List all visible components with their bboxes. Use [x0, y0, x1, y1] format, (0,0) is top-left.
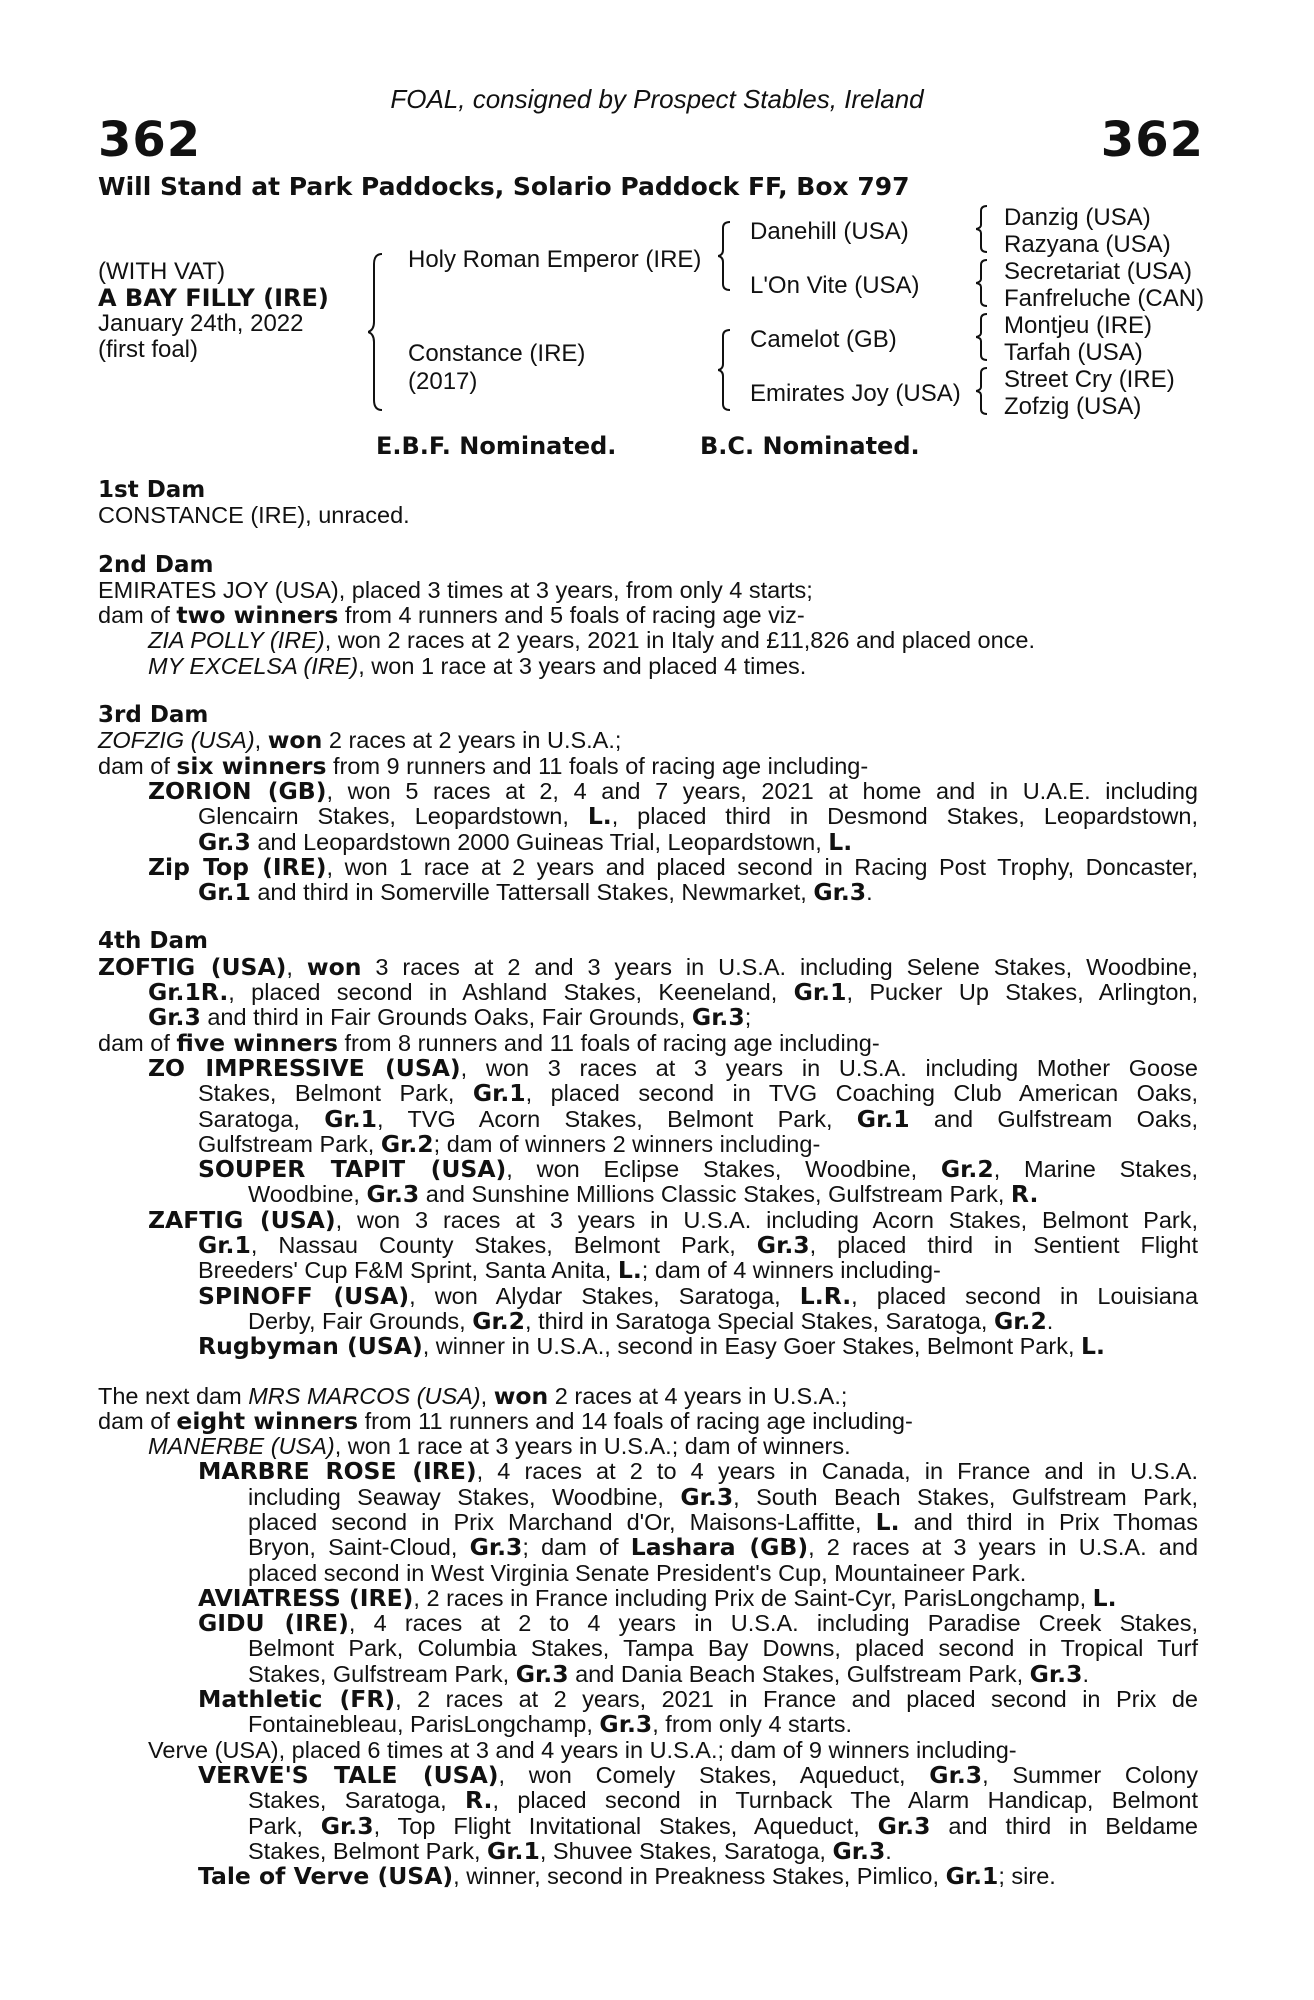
line-text: placed second in Prix Marchand d'Or, Maisons-Laffitte,	[248, 1508, 876, 1535]
lot-number-right: 362	[1100, 112, 1204, 168]
line-text: CONSTANCE (IRE), unraced.	[98, 502, 410, 529]
line-text: Woodbine,	[248, 1181, 367, 1208]
bold-text: SPINOFF (USA)	[198, 1281, 410, 1310]
line-text: and Sunshine Millions Classic Stakes, Gulfstream Park,	[419, 1181, 1011, 1208]
line-text: .	[1046, 1307, 1054, 1334]
italic-text: MANERBE (USA)	[148, 1433, 335, 1460]
family-line	[98, 1157, 1198, 1182]
bold-text: L.	[617, 1256, 642, 1285]
line-text: , Summer Colony	[982, 1761, 1199, 1788]
line-text: Gulfstream Park,	[198, 1130, 381, 1157]
line-text: and Leopardstown 2000 Guineas Trial, Leopardstown,	[250, 828, 829, 855]
line-text: , won 3 races at 3 years in U.S.A. including Acorn Stakes, Belmont Park,	[335, 1206, 1199, 1233]
line-text: ; dam of winners 2 winners including-	[433, 1130, 821, 1157]
bold-text: Gr.3	[198, 827, 251, 856]
bold-text: six winners	[176, 751, 327, 780]
bold-text: Gr.3	[756, 1231, 810, 1260]
line-text: and Dania Beach Stakes, Gulfstream Park,	[568, 1660, 1030, 1687]
dam-section-heading: 4th Dam	[98, 928, 208, 955]
family-line	[98, 1334, 1198, 1359]
line-text: placed second in West Virginia Senate President's Cup, Mountaineer Park.	[248, 1559, 1027, 1586]
family-line	[98, 1081, 1198, 1106]
consignor-line: FOAL, consigned by Prospect Stables, Ireland	[390, 84, 924, 114]
family-line	[98, 1381, 1198, 1410]
bold-text: Gr.3	[813, 878, 867, 907]
bold-text: Gr.2	[940, 1155, 994, 1184]
bold-text: Gr.3	[366, 1180, 420, 1209]
bold-text: R.	[1010, 1180, 1039, 1209]
dam-section	[98, 929, 1198, 1359]
line-text: , won 2 races at 2 years, 2021 in Italy and £11,826 and placed once.	[324, 627, 1036, 654]
bold-text: Gr.3	[320, 1811, 374, 1840]
line-text: , 2 races at 2 years, 2021 in France and placed second in Prix de	[395, 1686, 1198, 1713]
bold-text: Gr.3	[691, 1003, 745, 1032]
pedigree-brace-g4	[976, 366, 990, 416]
family-line	[98, 1434, 1198, 1459]
bold-text: won	[493, 1381, 549, 1410]
family-line	[98, 804, 1198, 829]
family-line	[98, 1028, 1198, 1057]
line-text: Park,	[248, 1812, 321, 1839]
family-line	[98, 1811, 1198, 1840]
family-line	[98, 1406, 1198, 1435]
line-text: Saratoga,	[198, 1105, 325, 1132]
line-text: and third in Beldame	[930, 1812, 1198, 1839]
line-text: from 4 runners and 5 foals of racing age viz-	[338, 602, 805, 629]
line-text: , Marine Stakes,	[993, 1156, 1198, 1183]
pedigree-g3-1: Danzig (USA)	[1004, 204, 1151, 231]
bc-nomination: B.C. Nominated.	[700, 432, 920, 460]
family-line	[98, 503, 1198, 528]
family-line	[98, 1561, 1198, 1586]
line-text: .	[1082, 1660, 1089, 1687]
line-text: Stakes, Gulfstream Park,	[248, 1660, 516, 1687]
pedigree-brace-sire	[718, 220, 734, 292]
bold-text: L.	[828, 827, 853, 856]
bold-text: won	[306, 952, 362, 981]
family-details	[98, 478, 1198, 1889]
family-line	[98, 728, 1198, 753]
family-line	[98, 628, 1198, 653]
family-line	[98, 1281, 1199, 1310]
bold-text: Gr.3	[680, 1482, 734, 1511]
bold-text: Tale of Verve (USA)	[198, 1862, 454, 1891]
line-text: dam of	[98, 602, 177, 629]
line-text: , won Comely Stakes, Aqueduct,	[498, 1761, 930, 1788]
family-line	[98, 603, 1198, 628]
line-text: , won Eclipse Stakes, Woodbine,	[506, 1156, 941, 1183]
dam-section-heading: 2nd Dam	[98, 551, 214, 578]
bold-text: Gr.1	[198, 1231, 251, 1260]
bold-text: Gr.1	[793, 978, 847, 1007]
line-text: Fontainebleau, ParisLongchamp,	[248, 1711, 600, 1738]
foal-note: (first foal)	[98, 336, 199, 363]
bold-text: VERVE'S TALE (USA)	[198, 1760, 499, 1789]
horse-name: A BAY FILLY (IRE)	[98, 284, 329, 312]
line-text: , placed second in Ashland Stakes, Keeneland,	[228, 979, 794, 1006]
line-text: dam of	[98, 752, 177, 779]
line-text: Stakes, Belmont Park,	[248, 1837, 488, 1864]
line-text: , Shuvee Stakes, Saratoga,	[539, 1837, 833, 1864]
italic-text: ZIA POLLY (IRE)	[148, 627, 325, 654]
line-text: 2 races at 4 years in U.S.A.;	[548, 1382, 848, 1409]
line-text: and third in Prix Thomas	[899, 1508, 1199, 1535]
italic-text: MY EXCELSA (IRE)	[148, 652, 359, 679]
family-line	[98, 1053, 1198, 1082]
family-line	[98, 1712, 1198, 1737]
line-text: Verve (USA), placed 6 times at 3 and 4 years in U.S.A.; dam of 9 winners including-	[148, 1736, 1017, 1763]
line-text: and Gulfstream Oaks,	[909, 1105, 1199, 1132]
line-text: , Nassau County Stakes, Belmont Park,	[250, 1232, 757, 1259]
bold-text: Gr.1	[487, 1836, 540, 1865]
bold-text: Gr.1	[856, 1104, 910, 1133]
italic-text: ZOFZIG (USA)	[98, 727, 255, 754]
bold-text: Mathletic (FR)	[198, 1685, 396, 1714]
pedigree-sire: Holy Roman Emperor (IRE)	[408, 246, 702, 273]
line-text: , Top Flight Invitational Stakes, Aqueduct,	[373, 1812, 878, 1839]
bold-text: Gr.1	[472, 1079, 526, 1108]
family-line	[98, 1233, 1198, 1258]
family-line	[98, 1659, 1198, 1688]
line-text: ;	[744, 1004, 752, 1031]
line-text: , placed second in TVG Coaching Club American Oaks,	[525, 1080, 1198, 1107]
line-text: and third in Somerville Tattersall Stakes, Newmarket,	[250, 879, 814, 906]
family-line	[98, 751, 1198, 780]
bold-text: Gr.3	[599, 1710, 653, 1739]
bold-text: Gr.1	[198, 878, 251, 907]
line-text: ; dam of 4 winners including-	[641, 1257, 941, 1284]
bold-text: L.R.	[799, 1281, 852, 1310]
dam-section	[98, 478, 1198, 529]
family-line	[98, 952, 1198, 981]
bold-text: Zip Top (IRE)	[148, 852, 327, 881]
line-text: , placed third in Sentient Flight	[809, 1232, 1198, 1259]
line-text: , TVG Acorn Stakes, Belmont Park,	[377, 1105, 857, 1132]
pedigree-brace-g3	[976, 312, 990, 362]
pedigree-dam-year: (2017)	[408, 368, 478, 395]
bold-text: GIDU (IRE)	[198, 1609, 349, 1638]
pedigree-dam-sire: Camelot (GB)	[750, 326, 897, 353]
line-text: Derby, Fair Grounds,	[248, 1307, 473, 1334]
family-line	[98, 1258, 1198, 1283]
bold-text: L.	[587, 802, 612, 831]
pedigree-g3-6: Tarfah (USA)	[1004, 339, 1143, 366]
family-line	[98, 1104, 1199, 1133]
family-line	[98, 1864, 1198, 1889]
line-text: , 2 races at 3 years in U.S.A. and	[808, 1534, 1199, 1561]
family-line	[98, 1482, 1199, 1511]
pedigree-dam: Constance (IRE)	[408, 340, 586, 367]
line-text: .	[866, 879, 873, 906]
bold-text: Gr.3	[832, 1836, 886, 1865]
line-text: , won Alydar Stakes, Saratoga,	[409, 1282, 800, 1309]
line-text: , won 1 race at 3 years and placed 4 times.	[358, 652, 807, 679]
line-text: 2 races at 2 years in U.S.A.;	[322, 727, 622, 754]
bold-text: ZO IMPRESSIVE (USA)	[148, 1053, 461, 1082]
family-line	[98, 1583, 1198, 1612]
italic-text: MRS MARCOS (USA)	[248, 1382, 481, 1409]
family-line	[98, 1738, 1198, 1763]
family-line	[98, 1611, 1198, 1636]
line-text: Belmont Park, Columbia Stakes, Tampa Bay Downs, placed second in Tropical Turf	[248, 1635, 1198, 1662]
line-text: Breeders' Cup F&M Sprint, Santa Anita,	[198, 1257, 618, 1284]
line-text: , won 1 race at 3 years in U.S.A.; dam of winners.	[334, 1433, 851, 1460]
line-text: 3 races at 2 and 3 years in U.S.A. including Selene Stakes, Woodbine,	[361, 953, 1198, 980]
line-text: , won 3 races at 3 years in U.S.A. including Mother Goose	[460, 1054, 1198, 1081]
pedigree-g3-3: Secretariat (USA)	[1004, 258, 1193, 285]
bold-text: Gr.3	[515, 1659, 569, 1688]
bold-text: Gr.2	[380, 1129, 434, 1158]
line-text: from 8 runners and 11 foals of racing age including-	[337, 1029, 880, 1056]
family-line	[98, 1788, 1198, 1813]
bold-text: Gr.2	[472, 1306, 526, 1335]
line-text: ,	[254, 727, 268, 754]
family-line	[98, 1459, 1198, 1484]
bold-text: ZAFTIG (USA)	[148, 1205, 336, 1234]
bold-text: Gr.3	[469, 1533, 523, 1562]
family-line	[98, 1760, 1199, 1789]
bold-text: Lashara (GB)	[630, 1533, 809, 1562]
line-text: , placed third in Desmond Stakes, Leopardstown,	[611, 803, 1198, 830]
dam-section-heading: 3rd Dam	[98, 702, 209, 729]
pedigree-brace-g1	[976, 204, 990, 254]
bold-text: Rugbyman (USA)	[198, 1332, 423, 1361]
bold-text: R.	[465, 1786, 493, 1815]
family-line	[98, 1205, 1199, 1234]
pedigree-g3-4: Fanfreluche (CAN)	[1004, 285, 1205, 312]
line-text: , 4 races at 2 to 4 years in U.S.A. including Paradise Creek Stakes,	[348, 1610, 1198, 1637]
family-line	[98, 1687, 1198, 1712]
bold-text: L.	[875, 1507, 900, 1536]
family-line	[98, 1306, 1198, 1335]
pedigree-sire-sire: Danehill (USA)	[750, 218, 909, 245]
family-line	[98, 776, 1198, 805]
bold-text: Gr.1	[945, 1862, 999, 1891]
line-text: .	[885, 1837, 892, 1864]
dam-section-heading: 1st Dam	[98, 477, 206, 503]
bold-text: Gr.3	[929, 1760, 983, 1789]
family-line	[98, 1005, 1198, 1030]
bold-text: L.	[1092, 1583, 1117, 1612]
foaling-date: January 24th, 2022	[98, 310, 304, 337]
pedigree-sire-dam: L'On Vite (USA)	[750, 272, 920, 299]
stand-location: Will Stand at Park Paddocks, Solario Paddock FF, Box 797	[98, 172, 910, 201]
family-line	[98, 827, 1198, 856]
line-text: Stakes, Belmont Park,	[198, 1080, 473, 1107]
family-line	[98, 852, 1198, 881]
line-text: Stakes, Saratoga,	[248, 1787, 465, 1814]
line-text: , Pucker Up Stakes, Arlington,	[846, 979, 1198, 1006]
family-line	[98, 1182, 1198, 1207]
bold-text: won	[267, 726, 323, 755]
bold-text: ZORION (GB)	[148, 776, 327, 805]
family-line	[98, 880, 1198, 905]
family-line	[98, 980, 1198, 1005]
family-line	[98, 1507, 1199, 1536]
family-line	[98, 1836, 1198, 1865]
line-text: The next dam	[98, 1382, 249, 1409]
bold-text: AVIATRESS (IRE)	[198, 1583, 414, 1612]
line-text: , South Beach Stakes, Gulfstream Park,	[733, 1483, 1199, 1510]
pedigree-g3-8: Zofzig (USA)	[1004, 393, 1142, 420]
bold-text: ZOFTIG (USA)	[98, 952, 287, 981]
pedigree-g3-2: Razyana (USA)	[1004, 231, 1171, 258]
line-text: from 11 runners and 14 foals of racing age including-	[358, 1407, 913, 1434]
bold-text: Gr.3	[1029, 1659, 1083, 1688]
line-text: , 4 races at 2 to 4 years in Canada, in France and in U.S.A.	[476, 1458, 1198, 1485]
bold-text: Gr.3	[877, 1811, 931, 1840]
line-text: from 9 runners and 11 foals of racing age including-	[326, 752, 869, 779]
pedigree-brace-dam	[718, 328, 734, 412]
bold-text: L.	[1081, 1332, 1105, 1361]
dam-section	[98, 703, 1198, 905]
family-line	[98, 1535, 1198, 1560]
line-text: , winner, second in Preakness Stakes, Pimlico,	[453, 1863, 946, 1890]
line-text: , third in Saratoga Special Stakes, Saratoga,	[525, 1307, 994, 1334]
bold-text: five winners	[176, 1028, 338, 1057]
bold-text: Gr.1	[324, 1104, 378, 1133]
line-text: EMIRATES JOY (USA), placed 3 times at 3 years, from only 4 starts;	[98, 576, 813, 603]
family-line	[98, 654, 1198, 679]
line-text: ; dam of	[522, 1534, 631, 1561]
vat-note: (WITH VAT)	[98, 258, 226, 285]
line-text: , from only 4 starts.	[652, 1711, 853, 1738]
family-line	[98, 578, 1198, 603]
line-text: dam of	[98, 1407, 177, 1434]
line-text: ; sire.	[998, 1863, 1056, 1890]
pedigree-brace-main	[368, 252, 388, 412]
line-text: , won 5 races at 2, 4 and 7 years, 2021 at home and in U.A.E. including	[326, 777, 1198, 804]
line-text: , 2 races in France including Prix de Saint-Cyr, ParisLongchamp,	[413, 1584, 1093, 1611]
line-text: ,	[286, 953, 307, 980]
pedigree-g3-7: Street Cry (IRE)	[1004, 366, 1175, 393]
bold-text: Gr.2	[993, 1306, 1047, 1335]
family-line	[98, 1129, 1198, 1158]
line-text: , winner in U.S.A., second in Easy Goer Stakes, Belmont Park,	[422, 1333, 1082, 1360]
ebf-nomination: E.B.F. Nominated.	[376, 432, 617, 460]
family-line	[98, 1636, 1198, 1661]
line-text: including Seaway Stakes, Woodbine,	[248, 1483, 681, 1510]
pedigree-brace-g2	[976, 258, 990, 308]
line-text: , won 1 race at 2 years and placed second in Racing Post Trophy, Doncaster,	[326, 853, 1198, 880]
lot-number-left: 362	[98, 112, 202, 168]
bold-text: MARBRE ROSE (IRE)	[198, 1457, 477, 1486]
line-text: ,	[480, 1382, 494, 1409]
line-text: dam of	[98, 1029, 177, 1056]
bold-text: Gr.1R.	[148, 978, 229, 1007]
line-text: and third in Fair Grounds Oaks, Fair Grounds,	[200, 1004, 692, 1031]
line-text: Glencairn Stakes, Leopardstown,	[198, 803, 588, 830]
bold-text: Gr.3	[148, 1003, 201, 1032]
bold-text: two winners	[176, 601, 339, 630]
pedigree-dam-dam: Emirates Joy (USA)	[750, 380, 961, 407]
bold-text: SOUPER TAPIT (USA)	[198, 1155, 507, 1184]
dam-section	[98, 1381, 1199, 1891]
line-text: , placed second in Turnback The Alarm Handicap, Belmont	[492, 1787, 1198, 1814]
dam-section	[98, 553, 1198, 679]
line-text: , placed second in Louisiana	[851, 1282, 1199, 1309]
pedigree-g3-5: Montjeu (IRE)	[1004, 312, 1153, 339]
bold-text: eight winners	[176, 1406, 359, 1435]
line-text: Bryon, Saint-Cloud,	[248, 1534, 470, 1561]
